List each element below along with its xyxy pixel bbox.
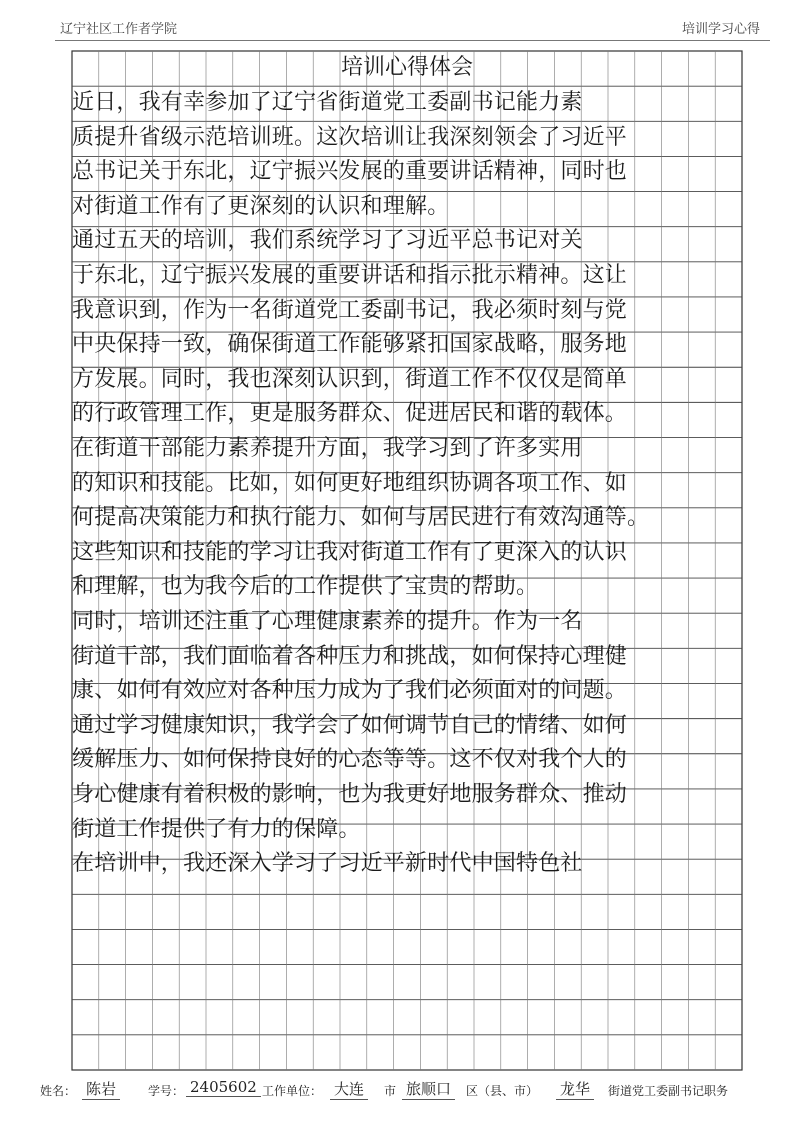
essay-title: 培训心得体会	[340, 55, 473, 80]
essay-line: 在街道干部能力素养提升方面，我学习到了许多实用	[72, 436, 583, 461]
essay-line: 何提高决策能力和执行能力、如何与居民进行有效沟通等。	[72, 505, 650, 531]
essay-line: 对街道工作有了更深刻的认识和理解。	[72, 193, 450, 219]
essay-line: 在培训中，我还深入学习了习近平新时代中国特色社	[72, 851, 583, 877]
city-suffix: 市	[384, 1084, 397, 1098]
city-value: 大连	[330, 1078, 368, 1100]
street-value: 龙华	[556, 1078, 594, 1100]
essay-line: 中央保持一致，确保街道工作能够紧扣国家战略，服务地	[72, 332, 628, 358]
student-no-label: 学号：	[148, 1084, 185, 1098]
essay-line: 通过五天的培训，我们系统学习了习近平总书记对关	[72, 228, 583, 254]
student-no-value: 2405602	[186, 1078, 261, 1097]
essay-line: 方发展。同时，我也深刻认识到，街道工作不仅仅是简单	[72, 366, 628, 392]
position-suffix: 街道党工委副书记职务	[608, 1084, 729, 1098]
essay-line: 通过学习健康知识，我学会了如何调节自己的情绪、如何	[72, 712, 628, 738]
essay-line: 身心健康有着积极的影响，也为我更好地服务群众、推动	[72, 782, 628, 807]
institution-name: 辽宁社区工作者学院	[60, 22, 178, 37]
essay-line: 的行政管理工作，更是服务群众、促进居民和谐的载体。	[72, 401, 628, 427]
document-type: 培训学习心得	[681, 22, 760, 37]
work-unit-label: 工作单位：	[262, 1084, 323, 1098]
essay-line: 的知识和技能。比如，如何更好地组织协调各项工作、如	[72, 470, 628, 496]
essay-line: 这些知识和技能的学习让我对街道工作有了更深入的认识	[72, 539, 628, 565]
essay-line: 同时，培训还注重了心理健康素养的提升。作为一名	[72, 609, 583, 634]
essay-line: 缓解压力、如何保持良好的心态等等。这不仅对我个人的	[72, 747, 628, 773]
name-label: 姓名：	[40, 1084, 77, 1098]
essay-line: 我意识到，作为一名街道党工委副书记，我必须时刻与党	[72, 297, 628, 323]
essay-line: 康、如何有效应对各种压力成为了我们必须面对的问题。	[72, 678, 628, 704]
district-suffix: 区（县、市）	[466, 1084, 539, 1098]
essay-line: 街道工作提供了有力的保障。	[72, 816, 361, 842]
essay-line: 于东北，辽宁振兴发展的重要讲话和指示批示精神。这让	[72, 263, 628, 288]
essay-line: 质提升省级示范培训班。这次培训让我深刻领会了习近平	[72, 124, 628, 150]
signature-footer	[40, 1078, 770, 1104]
district-value: 旅顺口	[402, 1078, 455, 1100]
essay-line: 近日，我有幸参加了辽宁省街道党工委副书记能力素	[72, 90, 583, 115]
essay-line: 总书记关于东北，辽宁振兴发展的重要讲话精神，同时也	[72, 159, 628, 185]
essay-line: 街道干部，我们面临着各种压力和挑战，如何保持心理健	[72, 643, 628, 669]
name-value: 陈岩	[82, 1078, 120, 1100]
essay-line: 和理解，也为我今后的工作提供了宝贵的帮助。	[72, 574, 539, 600]
